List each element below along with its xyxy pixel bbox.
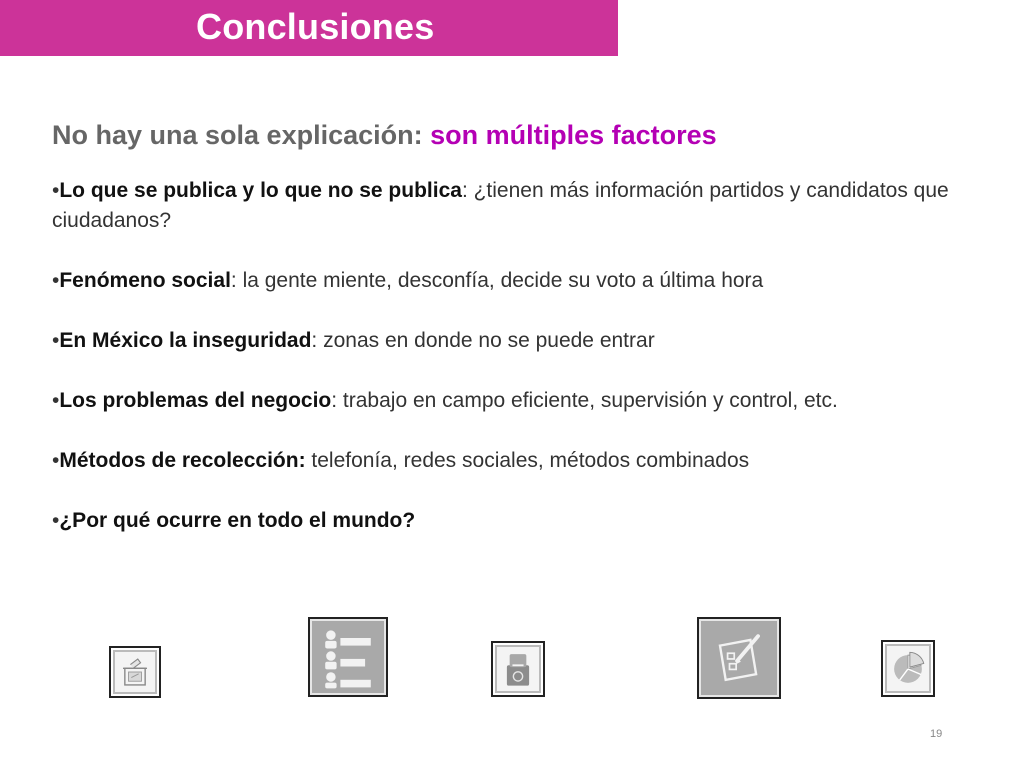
bullet-text: : trabajo en campo eficiente, supervisión y control, etc. xyxy=(331,389,838,412)
bullet-item xyxy=(52,506,952,536)
page-number: 19 xyxy=(930,728,943,740)
vote-deposit-icon xyxy=(491,641,545,697)
bullet-item xyxy=(52,386,952,416)
bullet-marker: • xyxy=(52,269,60,292)
bullet-heading: En México la inseguridad xyxy=(59,329,312,352)
bullet-item xyxy=(52,446,952,476)
bullet-marker: • xyxy=(52,509,60,532)
bullet-heading: Fenómeno social xyxy=(59,269,231,292)
bullet-list xyxy=(52,176,952,566)
pie-chart-icon xyxy=(881,640,935,697)
title-bar xyxy=(0,0,618,56)
bullet-heading: Lo que se publica y lo que no se publica xyxy=(59,179,462,202)
bullet-item xyxy=(52,266,952,296)
bullet-marker: • xyxy=(52,449,60,472)
bullet-heading: ¿Por qué ocurre en todo el mundo? xyxy=(59,509,416,532)
candidate-ranking-icon xyxy=(308,617,388,697)
page-title: Conclusiones xyxy=(196,6,435,47)
bullet-marker: • xyxy=(52,329,60,352)
bullet-item xyxy=(52,326,952,356)
bullet-text: : zonas en donde no se puede entrar xyxy=(311,329,655,352)
bullet-text: : la gente miente, desconfía, decide su voto a última hora xyxy=(230,269,764,292)
subtitle-accent: son múltiples factores xyxy=(430,120,717,150)
ballot-marking-icon xyxy=(697,617,781,699)
ballot-box-icon xyxy=(109,646,161,698)
bullet-item xyxy=(52,176,952,236)
bullet-marker: • xyxy=(52,389,60,412)
bullet-text: : ¿tienen más información partidos y candidatos que ciudadanos? xyxy=(52,179,949,232)
bullet-text: telefonía, redes sociales, métodos combinados xyxy=(305,449,750,472)
subtitle-lead: No hay una sola explicación: xyxy=(52,120,431,150)
bullet-heading: Los problemas del negocio xyxy=(59,389,332,412)
subtitle xyxy=(52,120,717,151)
bullet-heading: Métodos de recolección: xyxy=(59,449,306,472)
bullet-marker: • xyxy=(52,179,60,202)
